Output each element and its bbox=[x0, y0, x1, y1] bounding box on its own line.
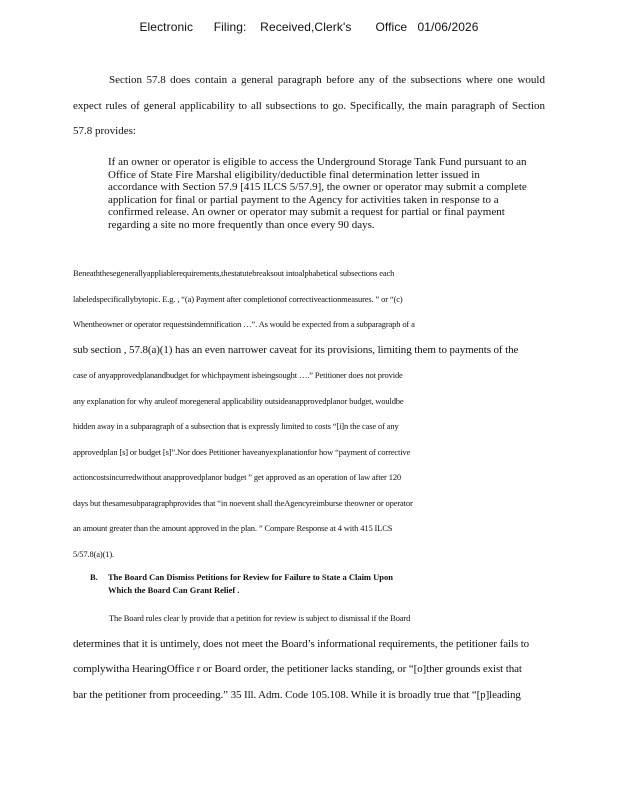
text-line: an amount greater than the amount approved in the plan. ” Compare Response at 4 with 415 ILCS bbox=[73, 523, 393, 533]
statute-block-quote: If an owner or operator is eligible to access the Underground Storage Tank Fund pursuant to an Office of State Fire Marshal eligibility/deductible final determination letter issued in accordance with Section 57.9 [415 ILCS 5/57.9], the owner or operator may submit a complete application for final or partial payment to the Agency for activities taken in response to a confirmed release. An owner or operator may submit a request for partial or final payment regarding a site no more frequently than once every 90 days. bbox=[108, 156, 527, 231]
text-line: actioncostsincurredwithout anapprovedplanor budget ” get approved as an operation of law after 120 bbox=[73, 472, 402, 482]
heading-text: The Board Can Dismiss Petitions for Review for Failure to State a Claim Upon bbox=[108, 572, 393, 582]
text-line: any explanation for why aruleof moregeneral applicability outsideanapprovedplanor budget, wouldbe bbox=[73, 395, 404, 406]
heading-line-1 bbox=[90, 571, 470, 584]
paragraph-section-57-8-intro bbox=[73, 68, 545, 145]
text-line: sub section , 57.8(a)(1) has an even narrower caveat for its provisions, limiting them to payments of the bbox=[73, 343, 519, 356]
text-line: approvedplan [s] or budget [s]”.Nor does Petitioner haveanyexplanationfor how “payment of corrective bbox=[73, 446, 411, 457]
text-line: complywitha HearingOffice r or Board order, the petitioner lacks standing, or “[o]ther grounds exist that bbox=[73, 663, 522, 675]
paragraph-text: Section 57.8 does contain a general paragraph before any of the subsections where one would expect rules of general applicability to all subsections to go. Specifically, the main paragraph of Section 57.8 provides: bbox=[73, 74, 545, 137]
heading-text: Which the Board Can Grant Relief . bbox=[108, 584, 240, 595]
text-line: The Board rules clear ly provide that a petition for review is subject to dismissal if the Board bbox=[109, 613, 411, 623]
text-line: Beneaththesegenerallyappliablerequirements,thestatutebreaksout intoalphabetical subsections each bbox=[73, 268, 395, 278]
text-line: hidden away in a subparagraph of a subsection that is expressly limited to costs “[i]n the case of any bbox=[73, 421, 399, 431]
text-line: labeledspecificallybytopic. E.g. , “(a) Payment after completionof correctiveactionmeasures. ” or “(c) bbox=[73, 293, 403, 304]
text-line: Whentheowner or operator requestsindemnification …”. As would be expected from a subparagraph of a bbox=[73, 319, 415, 329]
paragraph-subsections-argument bbox=[73, 261, 545, 567]
electronic-filing-header: Electronic Filing: Received,Clerk's Office 01/06/2026 bbox=[139, 20, 479, 34]
text-line: bar the petitioner from proceeding.” 35 Ill. Adm. Code 105.108. While it is broadly true that “[p]leading bbox=[73, 688, 521, 701]
heading-line-2 bbox=[90, 584, 470, 597]
heading-letter: B. bbox=[90, 572, 98, 582]
text-line: case of anyapprovedplanandbudget for whichpayment isbeingsought ….” Petitioner does not provide bbox=[73, 370, 403, 380]
text-line: 5/57.8(a)(1). bbox=[73, 548, 115, 559]
text-line: determines that it is untimely, does not meet the Board’s informational requirements, the petitioner fails to bbox=[73, 637, 530, 650]
section-heading-b bbox=[90, 571, 470, 596]
paragraph-dismissal-rules bbox=[73, 606, 545, 708]
text-line: days but thesamesubparagraphprovides that “in noevent shall theAgencyreimburse theowner or operator bbox=[73, 497, 413, 508]
